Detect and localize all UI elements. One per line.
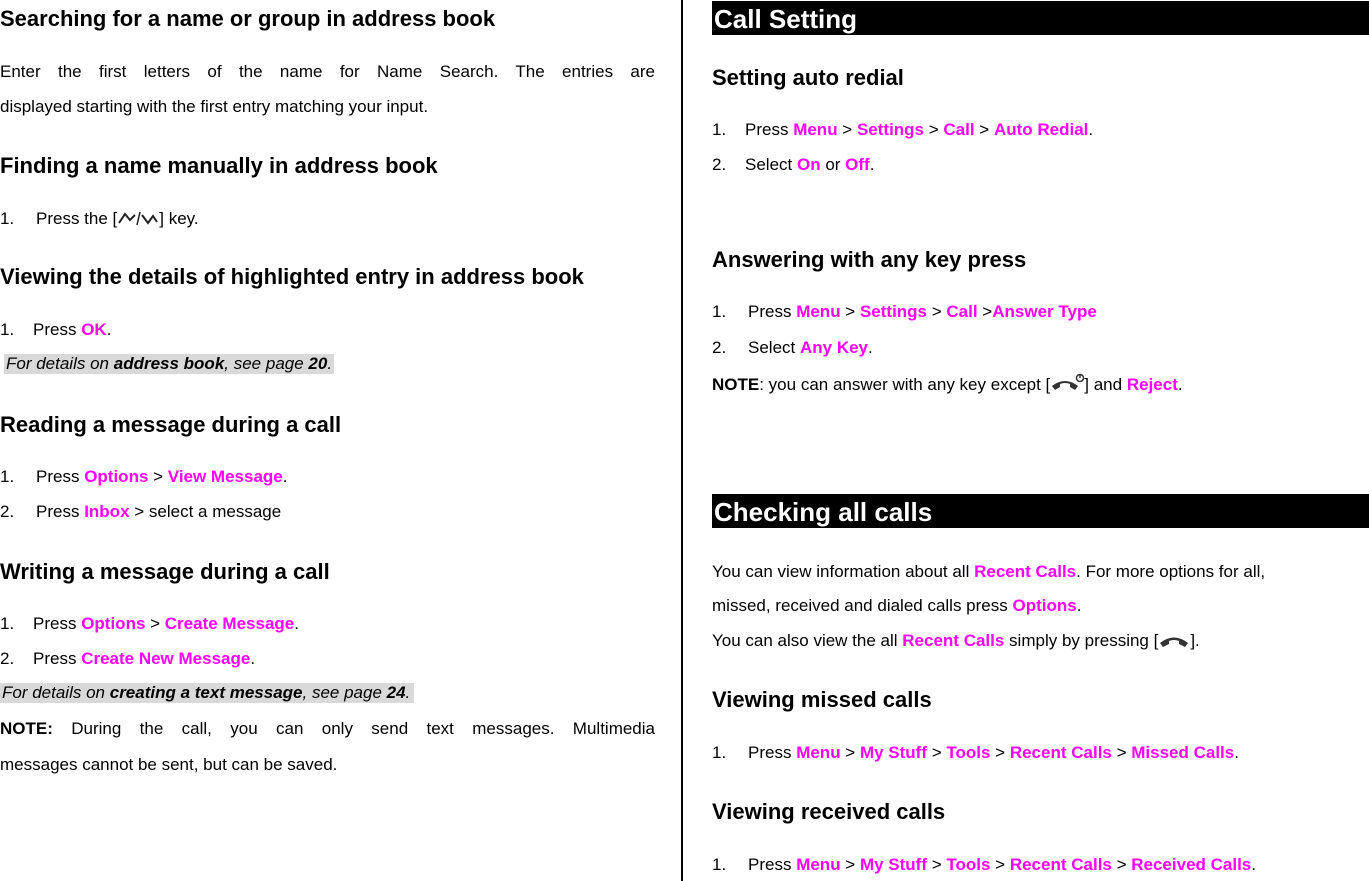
step-text: Press	[745, 120, 794, 139]
option-off: Off	[845, 155, 870, 174]
heading-reading-message: Reading a message during a call	[0, 412, 342, 437]
note-text: ] and	[1084, 375, 1127, 394]
send-call-key-icon	[1158, 631, 1190, 654]
option-reject: Reject	[1126, 375, 1178, 394]
search-paragraph-line2: displayed starting with the first entry matching your input.	[0, 97, 429, 116]
right-column	[712, 0, 1369, 881]
menu-settings: Settings	[859, 302, 928, 321]
step-end: .	[1234, 743, 1239, 762]
step-text: Select	[745, 155, 797, 174]
menu-recent-calls: Recent Calls	[1009, 855, 1112, 874]
separator: >	[977, 302, 993, 321]
note-label: NOTE:	[0, 719, 53, 738]
separator: >	[148, 467, 168, 486]
step-end: .	[1251, 855, 1256, 874]
menu-recent-calls: Recent Calls	[902, 631, 1005, 650]
step-text: Press	[36, 502, 85, 521]
menu-menu: Menu	[796, 302, 841, 321]
menu-menu: Menu	[796, 855, 841, 874]
section-bar-checking-calls: Checking all calls	[712, 494, 1369, 528]
menu-recent-calls: Recent Calls	[1009, 743, 1112, 762]
paragraph-text: . For more options for all,	[1076, 562, 1266, 581]
menu-options: Options	[1012, 596, 1077, 615]
note-text: , see page	[224, 354, 309, 373]
menu-tools: Tools	[946, 855, 991, 874]
step-text: Press	[33, 320, 82, 339]
missed-calls-step-1	[712, 743, 1239, 763]
separator: >	[1111, 855, 1132, 874]
auto-redial-step-2	[712, 155, 874, 175]
heading-missed-calls: Viewing missed calls	[712, 687, 932, 712]
step-number: 1.	[712, 743, 727, 762]
option-on: On	[796, 155, 821, 174]
note-label: NOTE	[712, 375, 760, 394]
note-page-number: 20	[308, 354, 328, 373]
calls-paragraph-line3	[712, 631, 1200, 654]
step-text: Select	[748, 338, 800, 357]
writing-step-1	[0, 614, 299, 634]
step-text-rest: > select a message	[129, 502, 282, 521]
answer-type-step-1	[712, 302, 1097, 322]
step-number: 1.	[0, 467, 15, 486]
separator: >	[927, 302, 947, 321]
menu-recent-calls: Recent Calls	[974, 562, 1077, 581]
text-message-reference-note	[0, 683, 414, 703]
details-step-1	[0, 320, 111, 340]
menu-inbox: Inbox	[84, 502, 130, 521]
step-text: Press	[748, 743, 797, 762]
separator: >	[1111, 743, 1132, 762]
step-number: 1.	[0, 209, 15, 228]
step-text: Press	[748, 302, 797, 321]
step-number: 2.	[712, 338, 727, 357]
step-end: .	[869, 155, 875, 174]
separator: >	[840, 855, 860, 874]
step-text: Press	[33, 649, 82, 668]
calls-paragraph-line1	[712, 562, 1265, 582]
separator: >	[145, 614, 165, 633]
reading-step-1	[0, 467, 288, 487]
note-text: For details on	[2, 683, 110, 702]
menu-options: Options	[81, 614, 146, 633]
up-down-navigation-icon	[117, 210, 159, 232]
menu-auto-redial: Auto Redial	[993, 120, 1089, 139]
column-divider	[681, 0, 683, 881]
step-end: .	[294, 614, 299, 633]
separator: >	[927, 855, 947, 874]
separator: >	[924, 120, 944, 139]
paragraph-end: ].	[1190, 631, 1200, 650]
heading-received-calls: Viewing received calls	[712, 799, 946, 824]
received-calls-step-1	[712, 855, 1256, 875]
step-text-end: ] key.	[159, 209, 199, 228]
note-text: , see page	[302, 683, 387, 702]
step-number: 2.	[712, 155, 727, 174]
note-end: .	[405, 683, 411, 702]
menu-settings: Settings	[856, 120, 925, 139]
menu-create-message: Create Message	[164, 614, 295, 633]
note-topic: creating a text message	[109, 683, 303, 702]
menu-tools: Tools	[946, 743, 991, 762]
answer-note	[712, 373, 1183, 398]
note-page-number: 24	[386, 683, 406, 702]
menu-view-message: View Message	[167, 467, 283, 486]
step-number: 1.	[0, 320, 15, 339]
step-number: 1.	[712, 302, 727, 321]
end-call-key-icon	[1050, 373, 1084, 398]
separator: >	[990, 855, 1010, 874]
note-text: During the call, you can only send text messages. Multimedia	[71, 719, 655, 738]
paragraph-text: You can also view the all	[712, 631, 903, 650]
option-any-key: Any Key	[799, 338, 869, 357]
reading-step-2	[0, 502, 281, 522]
separator: >	[840, 743, 860, 762]
heading-writing-message: Writing a message during a call	[0, 559, 330, 584]
paragraph-end: .	[1076, 596, 1082, 615]
menu-missed-calls: Missed Calls	[1131, 743, 1235, 762]
paragraph-text: You can view information about all	[712, 562, 975, 581]
step-end: .	[106, 320, 112, 339]
separator: >	[927, 743, 947, 762]
paragraph-text: simply by pressing [	[1004, 631, 1159, 650]
step-number: 1.	[712, 855, 727, 874]
heading-finding: Finding a name manually in address book	[0, 153, 438, 178]
step-text: Press	[36, 467, 85, 486]
separator: >	[974, 120, 994, 139]
step-text: Press	[748, 855, 797, 874]
menu-received-calls: Received Calls	[1131, 855, 1252, 874]
separator: >	[837, 120, 857, 139]
step-number: 2.	[0, 649, 15, 668]
step-text: Press the [	[36, 209, 118, 228]
step-number: 2.	[0, 502, 15, 521]
heading-answering-any-key: Answering with any key press	[712, 247, 1027, 272]
step-text: or	[820, 155, 846, 174]
step-end: .	[250, 649, 256, 668]
note-text: For details on	[6, 354, 114, 373]
step-number: 1.	[0, 614, 15, 633]
menu-my-stuff: My Stuff	[859, 855, 927, 874]
ok-key-label: OK	[81, 320, 107, 339]
step-number: 1.	[712, 120, 727, 139]
menu-menu: Menu	[796, 743, 841, 762]
address-book-reference-note	[4, 354, 334, 374]
note-end: .	[327, 354, 333, 373]
menu-answer-type: Answer Type	[992, 302, 1097, 321]
paragraph-text: missed, received and dialed calls press	[712, 596, 1013, 615]
finding-step-1	[0, 209, 199, 232]
calls-paragraph-line2	[712, 596, 1081, 616]
menu-menu: Menu	[793, 120, 838, 139]
separator: >	[990, 743, 1010, 762]
menu-my-stuff: My Stuff	[859, 743, 927, 762]
call-note-line2: messages cannot be sent, but can be saved.	[0, 755, 338, 774]
section-bar-call-setting: Call Setting	[712, 1, 1369, 35]
step-end: .	[868, 338, 873, 357]
menu-options: Options	[84, 467, 149, 486]
answer-type-step-2	[712, 338, 873, 358]
auto-redial-step-1	[712, 120, 1093, 140]
note-topic: address book	[113, 354, 225, 373]
step-text: Press	[33, 614, 82, 633]
menu-create-new-message: Create New Message	[81, 649, 251, 668]
heading-viewing-details: Viewing the details of highlighted entry in address book	[0, 264, 584, 289]
search-paragraph-line1: Enter the first letters of the name for Name Search. The entries are	[0, 62, 655, 81]
call-note-line1	[0, 719, 655, 739]
step-end: .	[282, 467, 288, 486]
heading-auto-redial: Setting auto redial	[712, 65, 904, 90]
heading-searching: Searching for a name or group in address book	[0, 6, 496, 31]
writing-step-2	[0, 649, 255, 669]
separator: >	[840, 302, 860, 321]
menu-call: Call	[946, 302, 978, 321]
note-end: .	[1177, 375, 1183, 394]
note-text: : you can answer with any key except [	[759, 375, 1051, 394]
menu-call: Call	[943, 120, 975, 139]
step-end: .	[1088, 120, 1094, 139]
